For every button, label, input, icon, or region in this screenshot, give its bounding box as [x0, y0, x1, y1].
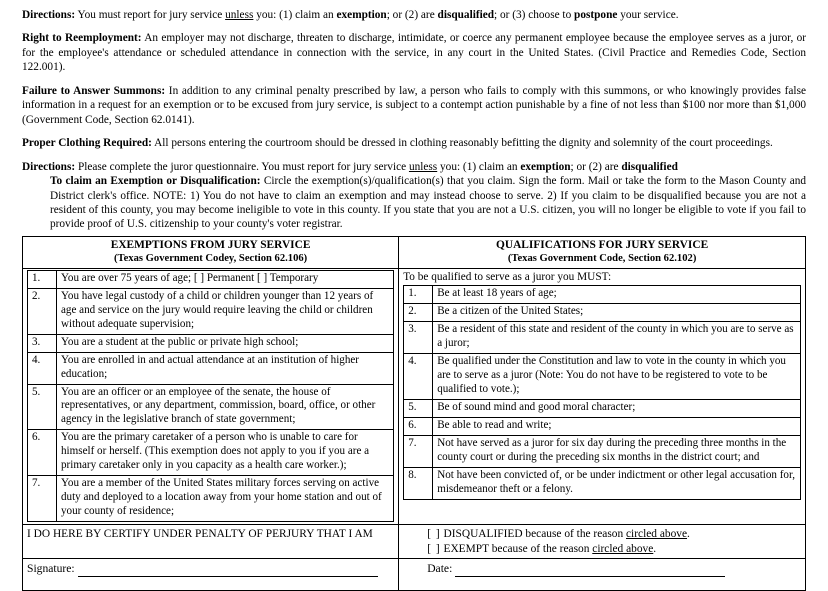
list-item: [404, 322, 801, 354]
clothing-paragraph: [22, 136, 806, 150]
qualification-number: 3.: [404, 322, 433, 354]
failure-paragraph: [22, 84, 806, 127]
exemption-number: 6.: [28, 430, 57, 476]
exempt-checkbox[interactable]: [ ]: [427, 542, 441, 555]
exempt-checkbox-line[interactable]: [403, 542, 801, 557]
date-cell[interactable]: [399, 559, 806, 591]
list-item: [28, 334, 394, 352]
list-item: [404, 399, 801, 417]
list-item: [404, 354, 801, 400]
disqualified-label-end: .: [687, 528, 690, 541]
signature-cell[interactable]: [23, 559, 399, 591]
directions-top-text-2: you: (1) claim an: [253, 9, 337, 21]
list-item: [404, 435, 801, 467]
exemption-claim-lead: To claim an Exemption or Disqualification:: [50, 175, 261, 188]
qualification-number: 4.: [404, 354, 433, 400]
top-spacer: [0, 0, 828, 8]
exemption-text[interactable]: You are a student at the public or private high school;: [57, 334, 394, 352]
qualification-text[interactable]: Be qualified under the Constitution and law to vote in the county in which you are to serve as a juror (Note: You do not have to be registered to vote to be qualified to vote.);: [433, 354, 801, 400]
disqualified-checkbox-line[interactable]: [403, 527, 801, 542]
exemption-text[interactable]: You are the primary caretaker of a person who is unable to care for himself or herself. (This exemption does not apply to you if you are a primary caretaker only in you capacity as a health care worker.);: [57, 430, 394, 476]
failure-lead: Failure to Answer Summons:: [22, 84, 166, 97]
exemption-claim-text: Circle the exemption(s)/qualification(s) that you claim. Sign the form. Mail or take the form to the Mason County and District clerk's office. NOTE: 1) You do not have to claim an exemption and may instead choose to serve. 2) If you claim to be disqualified because you are not a resident of this county, you may become ineligible to vote in this county. If you state that you are not a U.S. citizen, you will no longer be eligible to vote if you fail to provide proof of U.S. citizenship to your county's voter registrar.: [50, 175, 806, 231]
exemptions-cell: [23, 268, 399, 525]
right-header-sub: (Texas Government Code, Section 62.102): [507, 252, 697, 264]
exemption-number: 5.: [28, 384, 57, 430]
qualification-text[interactable]: Be of sound mind and good moral character;: [433, 399, 801, 417]
directions-bottom-lead: Directions:: [22, 160, 76, 173]
directions-top-underline-1: unless: [225, 9, 254, 21]
directions-bottom-bold-exemption: exemption: [520, 160, 571, 173]
qualification-number: 2.: [404, 304, 433, 322]
exemption-number: 7.: [28, 476, 57, 522]
list-item: [28, 352, 394, 384]
qualification-text[interactable]: Not have been convicted of, or be under indictment or other legal accusation for, misdemeanor theft or a felony.: [433, 467, 801, 499]
clothing-lead: Proper Clothing Required:: [22, 137, 152, 150]
date-label: Date:: [427, 562, 453, 576]
signature-row: [23, 559, 806, 591]
directions-bottom-text-1: Please complete the juror questionnaire. You must report for jury service: [75, 160, 409, 173]
directions-bottom-underline-1: unless: [408, 160, 438, 173]
exempt-label: EXEMPT because of the reason: [443, 542, 593, 555]
date-input[interactable]: [455, 565, 725, 577]
qualification-text[interactable]: Be a resident of this state and resident of the county in which you are to serve as a juror;: [433, 322, 801, 354]
list-item: [404, 286, 801, 304]
signature-input[interactable]: [78, 565, 378, 577]
directions-top-paragraph: [22, 8, 806, 22]
exemption-text[interactable]: You have legal custody of a child or children younger than 12 years of age and service on the jury would require leaving the child or children without adequate supervision;: [57, 288, 394, 334]
exemption-text[interactable]: You are a member of the United States military forces serving on active duty and deployed to a location away from your home station and out of your county of residence;: [57, 476, 394, 522]
directions-top-lead: Directions:: [22, 9, 76, 21]
exemption-number: 1.: [28, 270, 57, 288]
left-header-sub: (Texas Government Codey, Section 62.106): [113, 252, 308, 264]
exemption-text[interactable]: You are an officer or an employee of the senate, the house of representatives, or any department, commission, board, office, or other agency in the legislative branch of state government;: [57, 384, 394, 430]
directions-top-text-3: ; or (2) are: [386, 9, 438, 21]
list-item: [28, 384, 394, 430]
exempt-label-underline: circled above: [592, 542, 654, 555]
disqualified-checkbox[interactable]: [ ]: [427, 528, 441, 541]
directions-top-text-4: ; or (3) choose to: [494, 9, 575, 21]
qualification-text[interactable]: Be able to read and write;: [433, 417, 801, 435]
qualification-text[interactable]: Be a citizen of the United States;: [433, 304, 801, 322]
failure-text: In addition to any criminal penalty prescribed by law, a person who fails to comply with this summons, or who knowingly provides false information in a request for an exemption or to be excused from jury service, is subject to a contempt action punishable by a fine of not less than $100 nor more than $1,000 (Government Code, Section 62.0141).: [22, 84, 806, 126]
right-header-title: QUALIFICATIONS FOR JURY SERVICE: [496, 238, 709, 251]
exempt-label-end: .: [653, 542, 657, 555]
reemployment-text: An employer may not discharge, threaten to discharge, intimidate, or coerce any permanent employee because the employee serves as a juror, or for the employee's attendance or scheduled attendance in connection with the service, in any court in the United States. (Civil Practice and Remedies Code, Section 122.001).: [22, 32, 806, 74]
qualification-number: 1.: [404, 286, 433, 304]
exemption-number: 2.: [28, 288, 57, 334]
qualification-text[interactable]: Not have served as a juror for six day during the preceding three months in the county court or during the preceding six months in the district court; and: [433, 435, 801, 467]
disqualified-label: DISQUALIFIED because of the reason: [443, 528, 626, 541]
list-item: [28, 288, 394, 334]
qualification-number: 6.: [404, 417, 433, 435]
qualifications-intro: To be qualified to serve as a juror you MUST:: [403, 270, 612, 283]
table-header-row: [23, 236, 806, 268]
exemption-claim-note: [50, 174, 806, 232]
directions-bottom-text-2: you: (1) claim an: [437, 160, 521, 173]
directions-bottom-bold-disqualified: disqualified: [621, 160, 678, 173]
qualification-number: 8.: [404, 467, 433, 499]
qualification-number: 7.: [404, 435, 433, 467]
list-item: [404, 467, 801, 499]
exemptions-list: [27, 270, 394, 523]
qualifications-cell: [399, 268, 806, 525]
list-item: [404, 304, 801, 322]
exemption-text[interactable]: You are over 75 years of age; [ ] Permanent [ ] Temporary: [57, 270, 394, 288]
qualification-number: 5.: [404, 399, 433, 417]
left-header-title: EXEMPTIONS FROM JURY SERVICE: [110, 238, 311, 251]
directions-top-bold-disqualified: disqualified: [437, 9, 495, 21]
list-item: [404, 417, 801, 435]
directions-top-text-1: You must report for jury service: [75, 9, 226, 21]
disqualified-label-underline: circled above: [626, 528, 688, 541]
directions-top-text-5: your service.: [617, 9, 679, 21]
clothing-text: All persons entering the courtroom should be dressed in clothing reasonably befitting the dignity and solemnity of the court proceedings.: [151, 137, 773, 150]
certify-checkboxes: [399, 525, 806, 559]
qualification-text[interactable]: Be at least 18 years of age;: [433, 286, 801, 304]
directions-top-bold-exemption: exemption: [336, 9, 387, 21]
signature-label: Signature:: [27, 562, 75, 576]
certify-statement: I DO HERE BY CERTIFY UNDER PENALTY OF PERJURY THAT I AM: [23, 525, 399, 559]
directions-top-bold-postpone: postpone: [574, 9, 618, 21]
directions-bottom-paragraph: [22, 160, 806, 174]
list-item: [28, 476, 394, 522]
qualifications-list: [403, 285, 801, 500]
right-column-header: [399, 236, 806, 268]
directions-bottom-text-3: ; or (2) are: [570, 160, 622, 173]
reemployment-lead: Right to Reemployment:: [22, 32, 142, 45]
certify-row: [23, 525, 806, 559]
table-body-row: [23, 268, 806, 525]
reemployment-paragraph: [22, 31, 806, 74]
exemption-number: 3.: [28, 334, 57, 352]
exemption-text[interactable]: You are enrolled in and actual attendance at an institution of higher education;: [57, 352, 394, 384]
exemptions-qualifications-table: [22, 236, 806, 591]
left-column-header: [23, 236, 399, 268]
list-item: [28, 270, 394, 288]
exemption-number: 4.: [28, 352, 57, 384]
list-item: [28, 430, 394, 476]
